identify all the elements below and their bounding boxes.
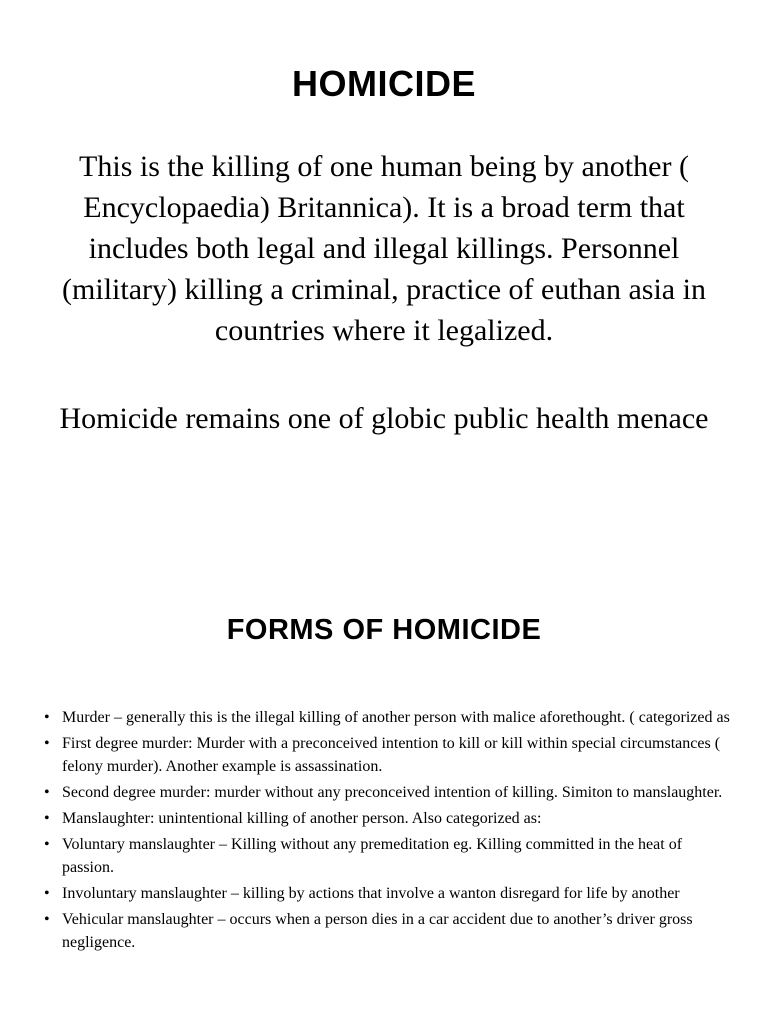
definition-paragraph xyxy=(40,146,728,351)
bullet-icon: • xyxy=(44,911,50,928)
bullet-icon: • xyxy=(44,784,50,801)
list-item xyxy=(42,732,732,778)
public-health-text: Homicide remains one of globic public health menace xyxy=(59,402,709,435)
list-item xyxy=(42,807,732,830)
bullet-icon: • xyxy=(44,810,50,827)
list-item xyxy=(42,781,732,804)
bullet-icon: • xyxy=(44,735,50,752)
definition-text: This is the killing of one human being by another ( Encyclopaedia) Britannica). It is a broad term that includes both legal and illegal killings. Personnel (military) killing a criminal, practice of euthan asia in countries where it legalized. xyxy=(62,150,706,347)
list-item-text: Involuntary manslaughter – killing by actions that involve a wanton disregard for life by another xyxy=(62,885,680,902)
list-item-text: Manslaughter: unintentional killing of another person. Also categorized as: xyxy=(62,810,542,827)
list-item-text: Vehicular manslaughter – occurs when a person dies in a car accident due to another’s driver gross negligence. xyxy=(62,911,693,951)
bullet-icon: • xyxy=(44,836,50,853)
slide-title: FORMS OF HOMICIDE xyxy=(226,614,542,646)
list-item-text: Second degree murder: murder without any preconceived intention of killing. Simiton to manslaughter. xyxy=(62,784,723,801)
forms-bullet-list xyxy=(42,706,732,957)
bullet-icon: • xyxy=(44,885,50,902)
list-item xyxy=(42,882,732,905)
bullet-icon: • xyxy=(44,709,50,726)
list-item xyxy=(42,833,732,879)
public-health-paragraph xyxy=(40,398,728,439)
slide-forms-of-homicide xyxy=(0,540,768,1024)
list-item xyxy=(42,706,732,729)
list-item-text: Voluntary manslaughter – Killing without any premeditation eg. Killing committed in the heat of passion. xyxy=(62,836,683,876)
list-item-text: Murder – generally this is the illegal killing of another person with malice aforethought. ( categorized as xyxy=(62,709,730,726)
list-item-text: First degree murder: Murder with a preconceived intention to kill or kill within special circumstances ( felony murder). Another example is assassination. xyxy=(62,735,721,775)
list-item xyxy=(42,908,732,954)
slide-title: HOMICIDE xyxy=(292,63,476,104)
